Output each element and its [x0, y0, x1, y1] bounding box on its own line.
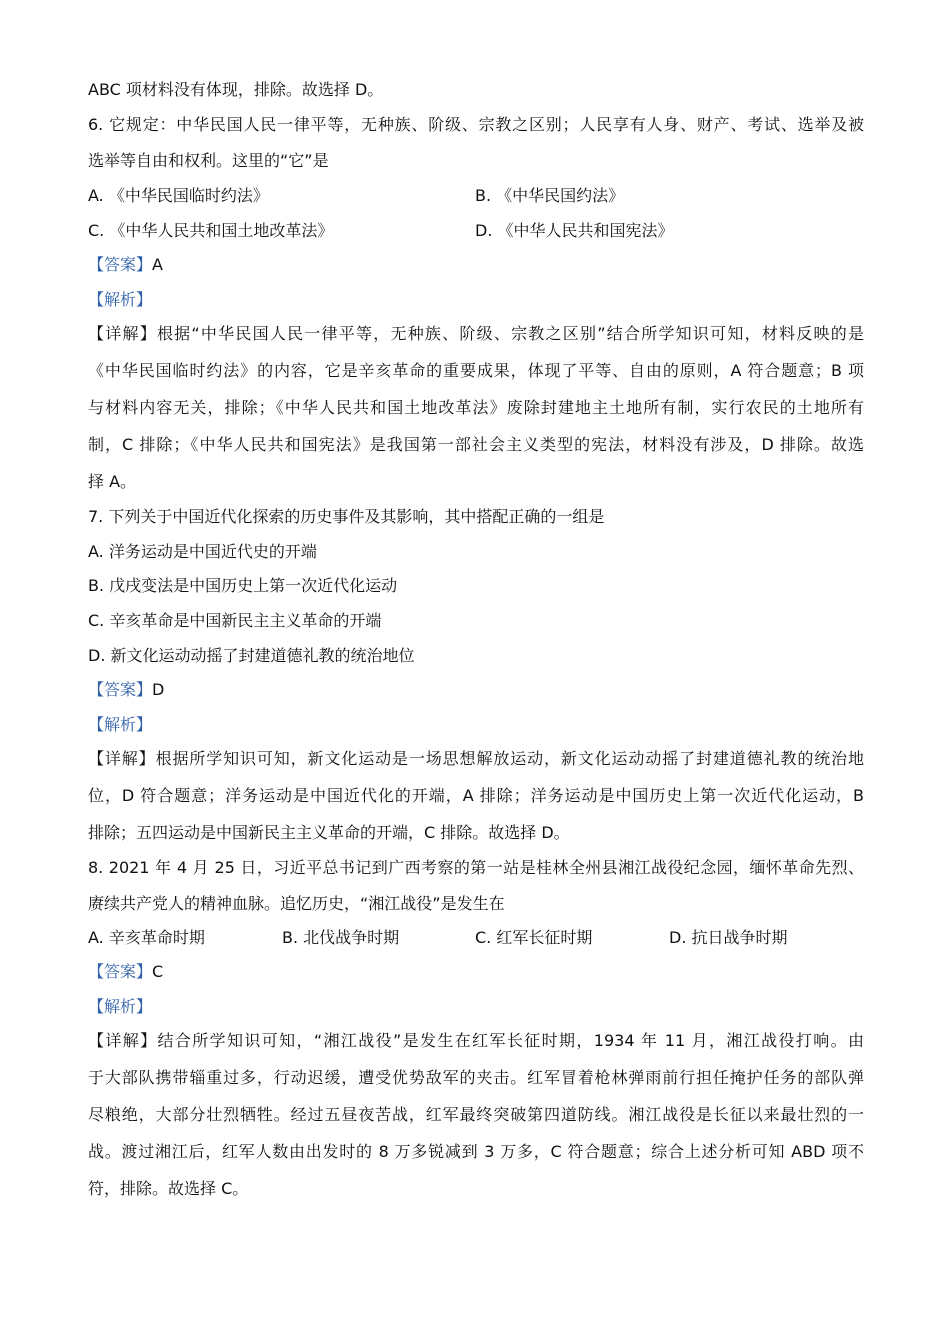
- q6-option-a: A. 《中华民国临时约法》: [88, 186, 269, 205]
- q6-stem-line-1: 6. 它规定：中华民国人民一律平等，无种族、阶级、宗教之区别；人民享有人身、财产、考试、选举及被: [88, 115, 864, 134]
- q6-option-b: B. 《中华民国约法》: [475, 186, 625, 205]
- answer-value: C: [152, 962, 164, 981]
- q6-option-c: C. 《中华人民共和国土地改革法》: [88, 221, 334, 240]
- answer-tag: 【答案】: [88, 962, 153, 981]
- q7-answer: [88, 679, 864, 701]
- q6-detail-line-1: 【详解】根据“中华民国人民一律平等，无种族、阶级、宗教之区别”结合所学知识可知，材料反映的是: [88, 324, 864, 343]
- q7-detail-line-1: 【详解】根据所学知识可知，新文化运动是一场思想解放运动，新文化运动动摇了封建道德礼教的统治地: [88, 749, 864, 768]
- q8-stem-line-2: 赓续共产党人的精神血脉。追忆历史，“湘江战役”是发生在: [88, 894, 505, 913]
- q6-answer: [88, 254, 864, 276]
- q7-stem: 7. 下列关于中国近代化探索的历史事件及其影响，其中搭配正确的一组是: [88, 507, 605, 526]
- q8-detail-line-5: 符，排除。故选择 C。: [88, 1179, 249, 1198]
- q7-detail-line-3: 排除；五四运动是中国新民主主义革命的开端，C 排除。故选择 D。: [88, 823, 570, 842]
- q8-detail-line-1: 【详解】结合所学知识可知，“湘江战役”是发生在红军长征时期，1934 年 11 月，湘江战役打响。由: [88, 1031, 864, 1050]
- q6-detail-line-2: 《中华民国临时约法》的内容，它是辛亥革命的重要成果，体现了平等、自由的原则，A 符合题意；B 项: [88, 361, 864, 380]
- answer-tag: 【答案】: [88, 680, 153, 699]
- q8-option-a: A. 辛亥革命时期: [88, 928, 205, 947]
- q8-answer: [88, 961, 864, 983]
- q7-analysis-tag: 【解析】: [88, 715, 153, 734]
- q7-option-d: D. 新文化运动动摇了封建道德礼教的统治地位: [88, 646, 415, 665]
- detail-tag: 【详解】: [88, 324, 157, 343]
- previous-answer-tail: ABC 项材料没有体现，排除。故选择 D。: [88, 80, 384, 99]
- q6-stem-line-2: 选举等自由和权利。这里的“它”是: [88, 151, 329, 170]
- q6-detail-line-4: 制，C 排除；《中华人民共和国宪法》是我国第一部社会主义类型的宪法，材料没有涉及，D 排除。故选: [88, 435, 864, 454]
- detail-tag: 【详解】: [88, 1031, 158, 1050]
- q8-option-b: B. 北伐战争时期: [282, 928, 400, 947]
- q8-analysis-tag: 【解析】: [88, 997, 153, 1016]
- q8-option-c: C. 红军长征时期: [475, 928, 593, 947]
- q8-option-d: D. 抗日战争时期: [669, 928, 788, 947]
- q8-detail-line-2: 于大部队携带辎重过多，行动迟缓，遭受优势敌军的夹击。红军冒着枪林弹雨前行担任掩护任务的部队弹: [88, 1068, 864, 1087]
- answer-value: A: [152, 255, 163, 274]
- q6-detail-line-3: 与材料内容无关，排除；《中华人民共和国土地改革法》废除封建地主土地所有制，实行农民的土地所有: [88, 398, 864, 417]
- q7-option-a: A. 洋务运动是中国近代史的开端: [88, 542, 317, 561]
- q7-option-c: C. 辛亥革命是中国新民主主义革命的开端: [88, 611, 382, 630]
- q6-detail-line-5: 择 A。: [88, 472, 137, 491]
- q8-detail-line-3: 尽粮绝，大部分壮烈牺牲。经过五昼夜苦战，红军最终突破第四道防线。湘江战役是长征以来最壮烈的一: [88, 1105, 864, 1124]
- q6-analysis-tag: 【解析】: [88, 290, 153, 309]
- q8-detail-line-4: 战。渡过湘江后，红军人数由出发时的 8 万多锐减到 3 万多，C 符合题意；综合上述分析可知 ABD 项不: [88, 1142, 864, 1161]
- answer-value: D: [152, 680, 165, 699]
- q6-option-d: D. 《中华人民共和国宪法》: [475, 221, 674, 240]
- q7-detail-line-2: 位，D 符合题意；洋务运动是中国近代化的开端，A 排除；洋务运动是中国历史上第一次近代化运动，B: [88, 786, 864, 805]
- q7-option-b: B. 戊戌变法是中国历史上第一次近代化运动: [88, 576, 398, 595]
- detail-tag: 【详解】: [88, 749, 156, 768]
- answer-tag: 【答案】: [88, 255, 153, 274]
- q8-stem-line-1: 8. 2021 年 4 月 25 日，习近平总书记到广西考察的第一站是桂林全州县湘江战役纪念园，缅怀革命先烈、: [88, 858, 864, 877]
